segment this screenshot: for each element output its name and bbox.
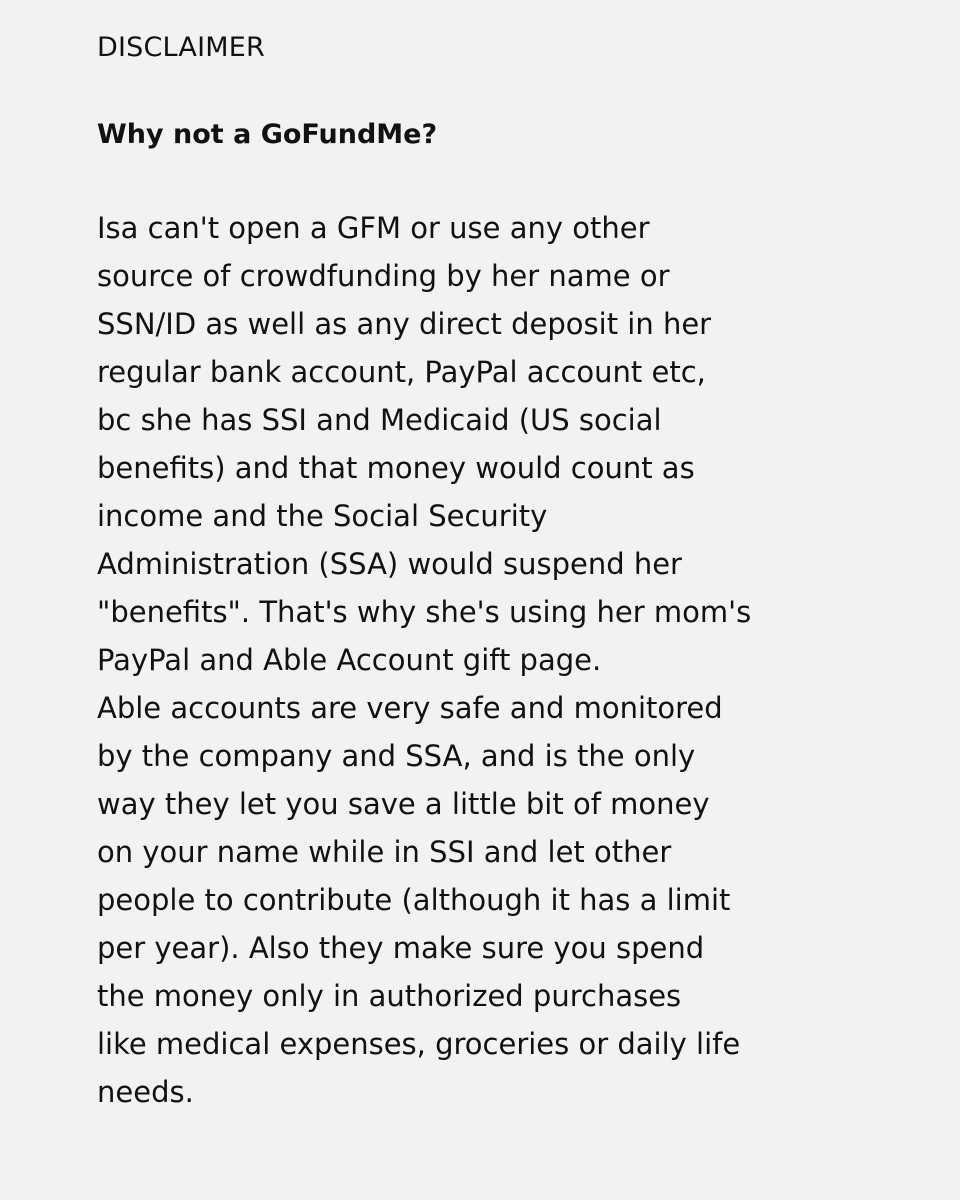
body-line: like medical expenses, groceries or daily life	[97, 1027, 741, 1061]
body-line: benefits) and that money would count as	[97, 451, 695, 485]
body-line: people to contribute (although it has a limit	[97, 883, 731, 917]
body-line: source of crowdfunding by her name or	[97, 259, 670, 293]
heading: Why not a GoFundMe?	[97, 119, 438, 150]
body-line: by the company and SSA, and is the only	[97, 739, 696, 773]
body-line: Isa can't open a GFM or use any other	[97, 211, 650, 245]
body-line: SSN/ID as well as any direct deposit in her	[97, 307, 712, 341]
body-line: regular bank account, PayPal account etc,	[97, 355, 706, 389]
document-page	[97, 28, 897, 1116]
disclaimer-label: DISCLAIMER	[97, 32, 265, 63]
body-line: per year). Also they make sure you spend	[97, 931, 705, 965]
body-text	[97, 204, 897, 1116]
body-line: bc she has SSI and Medicaid (US social	[97, 403, 662, 437]
body-line: way they let you save a little bit of money	[97, 787, 710, 821]
body-line: on your name while in SSI and let other	[97, 835, 672, 869]
body-line: Able accounts are very safe and monitored	[97, 691, 723, 725]
body-line: income and the Social Security	[97, 499, 548, 533]
body-line: Administration (SSA) would suspend her	[97, 547, 682, 581]
body-line: PayPal and Able Account gift page.	[97, 643, 602, 677]
body-line: the money only in authorized purchases	[97, 979, 682, 1013]
body-line: "benefits". That's why she's using her mom's	[97, 595, 752, 629]
body-line: needs.	[97, 1075, 194, 1109]
